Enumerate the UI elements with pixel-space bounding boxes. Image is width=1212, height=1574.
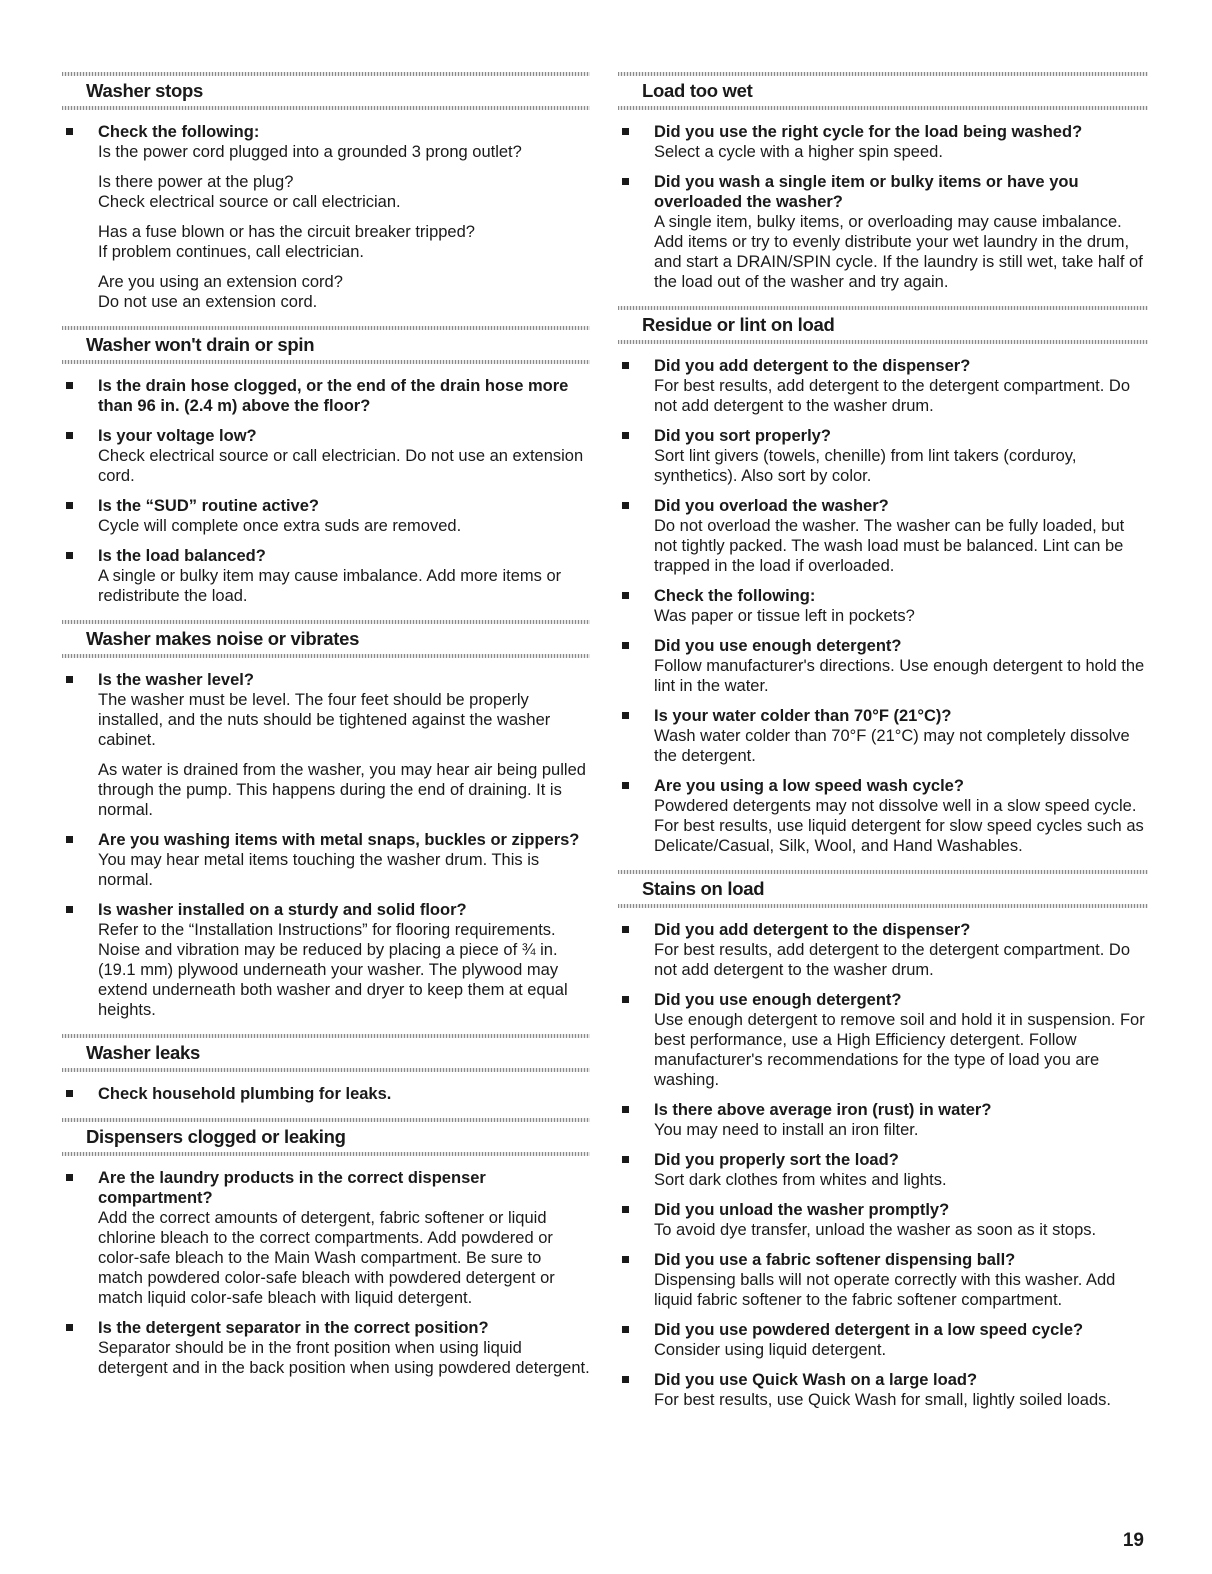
item-question: Did you use powdered detergent in a low speed cycle? [654,1321,1084,1339]
item-question: Did you add detergent to the dispenser? [654,921,971,939]
item-answer: Was paper or tissue left in pockets? [654,607,915,625]
square-bullet-icon [622,592,629,599]
item-question: Did you use enough detergent? [654,991,902,1009]
square-bullet-icon [622,128,629,135]
square-bullet-icon [622,782,629,789]
item-answer: Do not overload the washer. The washer can be fully loaded, but not tightly packed. The wash load must be balanced. Lint can be trapped in the load if overloaded. [654,517,1125,575]
item-answer: Separator should be in the front position when using liquid detergent and in the back position when using powdered detergent. [98,1339,590,1377]
square-bullet-icon [66,552,73,559]
section-divider-top [618,870,1148,874]
page-number: 19 [1122,1530,1144,1551]
list-item [62,900,590,1020]
item-question: Did you wash a single item or bulky items or have you overloaded the washer? [654,173,1079,211]
list-item [618,1100,1148,1140]
section-washer-leaks [62,1034,590,1104]
item-answer: Dispensing balls will not operate correctly with this washer. Add liquid fabric softener to the fabric softener compartment. [654,1271,1116,1309]
item-question: Did you overload the washer? [654,497,889,515]
section-divider-top [62,1118,590,1122]
square-bullet-icon [622,1156,629,1163]
section-divider-bottom [618,106,1148,110]
square-bullet-icon [622,1376,629,1383]
item-question: Is the drain hose clogged, or the end of the drain hose more than 96 in. (2.4 m) above the floor? [98,377,569,415]
item-question: Did you use a fabric softener dispensing ball? [654,1251,1016,1269]
section-divider-top [62,620,590,624]
item-question: Is your water colder than 70°F (21°C)? [654,707,952,725]
square-bullet-icon [66,128,73,135]
list-item [618,1370,1148,1410]
square-bullet-icon [66,432,73,439]
square-bullet-icon [66,1090,73,1097]
item-question: Did you unload the washer promptly? [654,1201,950,1219]
item-answer: Sort dark clothes from whites and lights. [654,1171,947,1189]
left-column [62,72,590,1392]
troubleshooting-list [62,670,590,1020]
section-divider-top [62,72,590,76]
item-question: Is your voltage low? [98,427,257,445]
list-item [618,356,1148,416]
list-item [62,376,590,416]
item-answer: You may hear metal items touching the washer drum. This is normal. [98,851,540,889]
item-question: Did you use the right cycle for the load being washed? [654,123,1083,141]
right-column [618,72,1148,1424]
list-item [62,1084,590,1104]
square-bullet-icon [66,1324,73,1331]
square-bullet-icon [622,926,629,933]
section-title: Stains on load [642,878,765,899]
list-item [618,496,1148,576]
square-bullet-icon [622,1106,629,1113]
item-answer: Wash water colder than 70°F (21°C) may not completely dissolve the detergent. [654,727,1130,765]
item-answer: Is the power cord plugged into a grounded 3 prong outlet? [98,143,522,161]
section-washer-makes-noise-or-vibrates [62,620,590,1020]
item-answer: Refer to the “Installation Instructions” for flooring requirements. Noise and vibration may be reduced by placing a piece of ¾ in. (19.1 mm) plywood underneath your washer. The plywood may extend underneath both washer and dryer to keep them at equal heights. [98,921,568,1019]
section-divider-top [618,72,1148,76]
item-question: Did you properly sort the load? [654,1151,899,1169]
section-title: Washer leaks [86,1042,200,1063]
square-bullet-icon [622,178,629,185]
square-bullet-icon [622,642,629,649]
troubleshooting-list [62,1168,590,1378]
section-divider-bottom [62,1152,590,1156]
troubleshooting-list [62,376,590,606]
troubleshooting-list [62,1084,590,1104]
item-question: Did you add detergent to the dispenser? [654,357,971,375]
section-divider-bottom [62,1068,590,1072]
section-title: Dispensers clogged or leaking [86,1126,346,1147]
list-item [62,1168,590,1308]
list-item [618,636,1148,696]
list-item [618,776,1148,856]
item-question: Is the washer level? [98,671,254,689]
item-answer: To avoid dye transfer, unload the washer as soon as it stops. [654,1221,1097,1239]
section-title: Washer won't drain or spin [86,334,315,355]
square-bullet-icon [66,836,73,843]
item-answer: A single or bulky item may cause imbalance. Add more items or redistribute the load. [98,567,562,605]
section-title: Residue or lint on load [642,314,835,335]
section-title: Washer makes noise or vibrates [86,628,360,649]
item-answer: A single item, bulky items, or overloading may cause imbalance. Add items or try to evenly distribute your wet laundry in the drum, and start a DRAIN/SPIN cycle. If the laundry is still wet, take half of the load out of the washer and try again. [654,213,1143,291]
section-divider-bottom [618,904,1148,908]
item-answer: Consider using liquid detergent. [654,1341,887,1359]
section-washer-won-t-drain-or-spin [62,326,590,606]
square-bullet-icon [622,996,629,1003]
item-answer: Check electrical source or call electrician. Do not use an extension cord. [98,447,584,485]
item-question: Check the following: [654,587,816,605]
list-item [618,1200,1148,1240]
section-divider-bottom [62,360,590,364]
section-dispensers-clogged-or-leaking [62,1118,590,1378]
item-answer: Is there power at the plug? Check electrical source or call electrician. [98,173,401,211]
section-title: Washer stops [86,80,204,101]
square-bullet-icon [622,1256,629,1263]
square-bullet-icon [622,1206,629,1213]
item-answer: As water is drained from the washer, you may hear air being pulled through the pump. This happens during the end of draining. It is normal. [98,761,586,819]
item-answer: The washer must be level. The four feet should be properly installed, and the nuts should be tightened against the washer cabinet. [98,691,551,749]
item-question: Are the laundry products in the correct dispenser compartment? [98,1169,486,1207]
list-item [618,1150,1148,1190]
item-question: Is the load balanced? [98,547,266,565]
item-question: Is washer installed on a sturdy and solid floor? [98,901,467,919]
item-answer: Powdered detergents may not dissolve well in a slow speed cycle. For best results, use liquid detergent for slow speed cycles such as Delicate/Casual, Silk, Wool, and Hand Washables. [654,797,1144,855]
section-load-too-wet [618,72,1148,292]
item-answer: Use enough detergent to remove soil and hold it in suspension. For best performance, use a High Efficiency detergent. Follow manufacturer's recommendations for the type of load you are washing. [654,1011,1145,1089]
section-divider-top [62,1034,590,1038]
item-answer: Has a fuse blown or has the circuit breaker tripped? If problem continues, call electrician. [98,223,475,261]
item-question: Are you using a low speed wash cycle? [654,777,964,795]
list-item [62,670,590,820]
section-divider-top [62,326,590,330]
section-stains-on-load [618,870,1148,1410]
square-bullet-icon [66,1174,73,1181]
item-question: Is the “SUD” routine active? [98,497,319,515]
list-item [62,546,590,606]
section-residue-or-lint-on-load [618,306,1148,856]
list-item [62,830,590,890]
list-item [62,426,590,486]
item-answer: For best results, add detergent to the detergent compartment. Do not add detergent to the washer drum. [654,941,1131,979]
section-divider-bottom [62,106,590,110]
square-bullet-icon [66,676,73,683]
list-item [618,706,1148,766]
list-item [62,1318,590,1378]
troubleshooting-list [618,920,1148,1410]
item-question: Check the following: [98,123,260,141]
section-washer-stops [62,72,590,312]
list-item [618,1250,1148,1310]
item-question: Did you use Quick Wash on a large load? [654,1371,978,1389]
square-bullet-icon [622,502,629,509]
square-bullet-icon [622,362,629,369]
section-divider-bottom [62,654,590,658]
list-item [62,122,590,312]
square-bullet-icon [66,502,73,509]
item-answer: Follow manufacturer's directions. Use enough detergent to hold the lint in the water. [654,657,1145,695]
item-answer: For best results, add detergent to the detergent compartment. Do not add detergent to the washer drum. [654,377,1131,415]
item-answer: For best results, use Quick Wash for small, lightly soiled loads. [654,1391,1111,1409]
square-bullet-icon [622,712,629,719]
troubleshooting-list [618,356,1148,856]
list-item [618,122,1148,162]
item-answer: Sort lint givers (towels, chenille) from lint takers (corduroy, synthetics). Also sort by color. [654,447,1077,485]
square-bullet-icon [622,432,629,439]
square-bullet-icon [66,382,73,389]
square-bullet-icon [66,906,73,913]
list-item [62,496,590,536]
list-item [618,172,1148,292]
troubleshooting-list [618,122,1148,292]
list-item [618,920,1148,980]
item-answer: You may need to install an iron filter. [654,1121,919,1139]
item-question: Is there above average iron (rust) in water? [654,1101,992,1119]
section-title: Load too wet [642,80,753,101]
item-answer: Cycle will complete once extra suds are removed. [98,517,462,535]
section-divider-top [618,306,1148,310]
troubleshooting-list [62,122,590,312]
list-item [618,1320,1148,1360]
item-question: Did you use enough detergent? [654,637,902,655]
item-answer: Are you using an extension cord? Do not use an extension cord. [98,273,343,311]
square-bullet-icon [622,1326,629,1333]
item-question: Check household plumbing for leaks. [98,1085,392,1103]
list-item [618,990,1148,1090]
item-question: Did you sort properly? [654,427,831,445]
item-answer: Select a cycle with a higher spin speed. [654,143,943,161]
item-question: Is the detergent separator in the correct position? [98,1319,489,1337]
item-question: Are you washing items with metal snaps, buckles or zippers? [98,831,580,849]
item-answer: Add the correct amounts of detergent, fabric softener or liquid chlorine bleach to the correct compartments. Add powdered or color-safe bleach to the Main Wash compartment. Be sure to match powdered color-safe bleach with powdered detergent or match liquid color-safe bleach with liquid detergent. [98,1209,555,1307]
list-item [618,426,1148,486]
section-divider-bottom [618,340,1148,344]
list-item [618,586,1148,626]
